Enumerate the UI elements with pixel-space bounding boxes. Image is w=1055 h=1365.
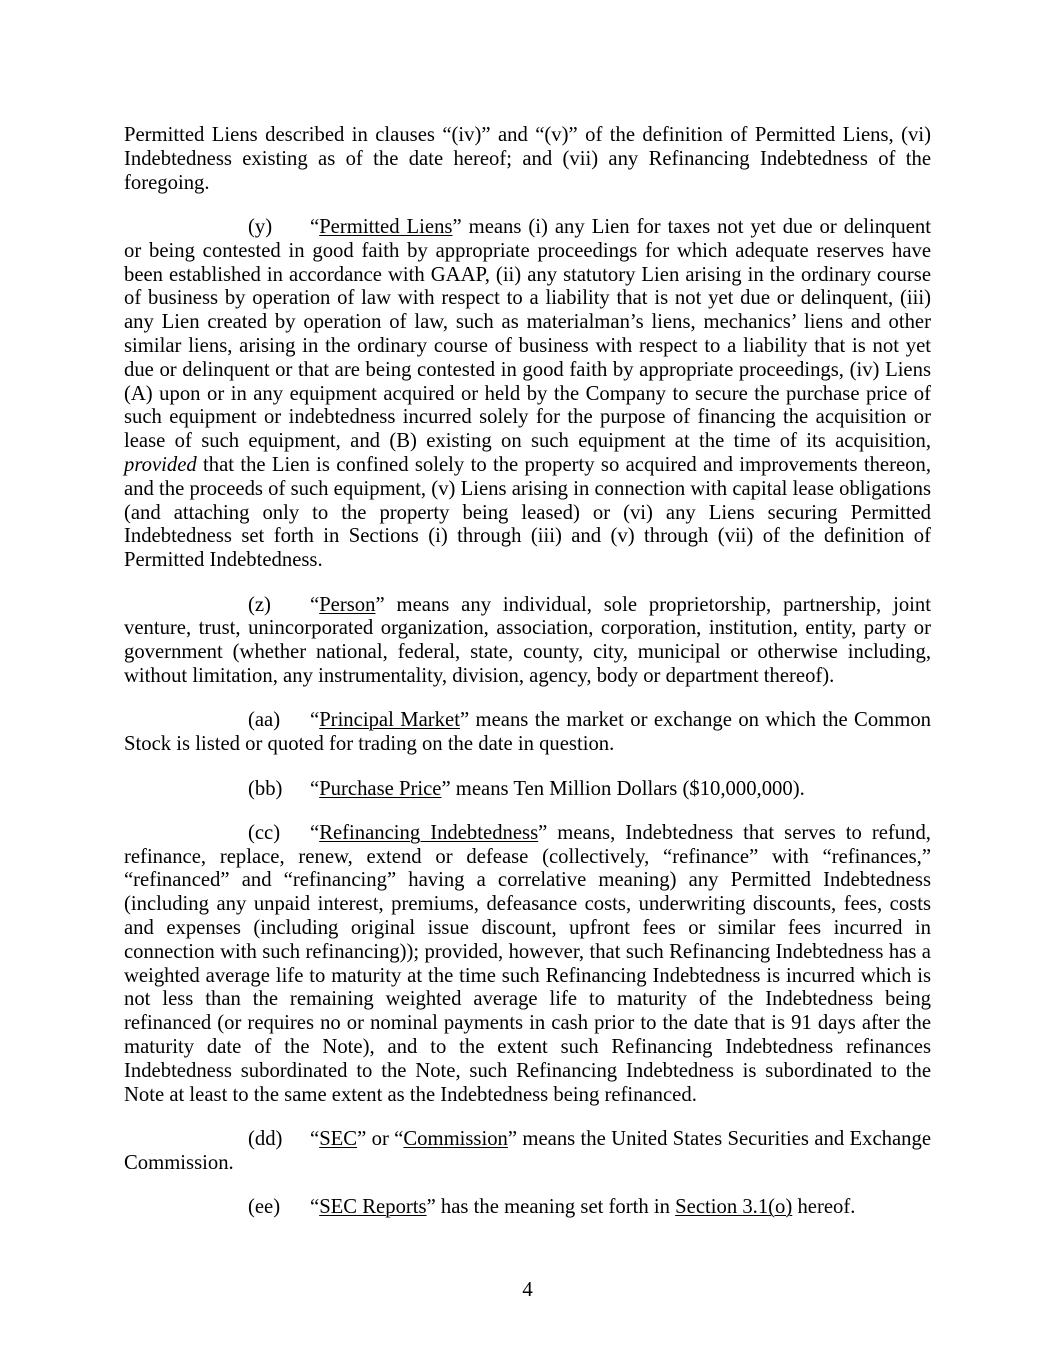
definition-label: (z): [248, 593, 271, 616]
document-body: [124, 124, 931, 1241]
defined-term: Refinancing Indebtedness: [319, 821, 539, 844]
definition-text: ” has the meaning set forth in: [426, 1196, 676, 1219]
defined-term: SEC Reports: [319, 1196, 427, 1219]
open-quote: “: [310, 777, 320, 800]
definition-text: ” means any individual, sole proprietorship, partnership, joint venture, trust, unincorporated organization, association, corporation, institution, entity, party or government (whether national, federal, state, county, city, municipal or otherwise including, without limitation, any instrumentality, division, agency, body or department thereof).: [124, 593, 931, 687]
open-quote: “: [310, 1128, 320, 1151]
definition-label: (ee): [248, 1196, 281, 1219]
defined-term: Principal Market: [319, 709, 460, 732]
defined-term: Permitted Liens: [319, 215, 453, 238]
definition-label: (dd): [248, 1128, 283, 1151]
defined-term: Person: [319, 593, 376, 616]
definition-label: (bb): [248, 777, 283, 800]
emphasized-word: provided: [124, 453, 197, 476]
definition-sec-commission: [124, 1128, 931, 1176]
definition-text: ” means Ten Million Dollars ($10,000,000).: [441, 777, 805, 800]
section-reference: Section 3.1(o): [675, 1196, 793, 1219]
definition-text-continued: that the Lien is confined solely to the property so acquired and improvements thereon, and the proceeds of such equipment, (v) Liens arising in connection with capital lease obligations (and attaching only to the property being leased) or (vi) any Liens securing Permitted Indebtedness set forth in Sections (i) through (iii) and (v) through (vii) of the definition of Permitted Indebtedness.: [124, 453, 931, 572]
defined-term: Purchase Price: [319, 777, 442, 800]
open-quote: “: [310, 1196, 320, 1219]
definition-sec-reports: [124, 1196, 931, 1220]
definition-label: (y): [248, 215, 273, 238]
page-number: 4: [522, 1279, 533, 1301]
definition-text: ” means, Indebtedness that serves to refund, refinance, replace, renew, extend or defease (collectively, “refinance” with “refinances,” “refinanced” and “refinancing” having a correlative meaning) any Permitted Indebtedness (including any unpaid interest, premiums, defeasance costs, underwriting discounts, fees, costs and expenses (including original issue discount, upfront fees or similar fees incurred in connection with such refinancing)); provided, however, that such Refinancing Indebtedness has a weighted average life to maturity at the time such Refinancing Indebtedness is incurred which is not less than the remaining weighted average life to maturity of the Indebtedness being refinanced (or requires no or nominal payments in cash prior to the date that is 91 days after the maturity date of the Note), and to the extent such Refinancing Indebtedness refinances Indebtedness subordinated to the Note, such Refinancing Indebtedness is subordinated to the Note at least to the same extent as the Indebtedness being refinanced.: [124, 821, 931, 1106]
definition-text-continued: ” means the United States Securities and Exchange Commission.: [124, 1128, 931, 1174]
definition-purchase-price: [124, 778, 931, 802]
continuation-paragraph: Permitted Liens described in clauses “(iv)” and “(v)” of the definition of Permitted Liens, (vi) Indebtedness existing as of the date hereof; and (vii) any Refinancing Indebtedness of the foregoing.: [124, 124, 931, 194]
defined-term: SEC: [319, 1128, 358, 1151]
definition-label: (cc): [248, 821, 281, 844]
definition-text-continued: hereof.: [792, 1196, 856, 1219]
definition-text: ” or “: [357, 1128, 404, 1151]
open-quote: “: [310, 709, 320, 732]
open-quote: “: [310, 821, 320, 844]
defined-term-alternate: Commission: [403, 1128, 508, 1151]
definition-principal-market: [124, 709, 931, 757]
definition-text: ” means (i) any Lien for taxes not yet due or delinquent or being contested in good faith by appropriate proceedings for which adequate reserves have been established in accordance with GAAP, (ii) any statutory Lien arising in the ordinary course of business by operation of law with respect to a liability that is not yet due or delinquent, (iii) any Lien created by operation of law, such as materialman’s liens, mechanics’ liens and other similar liens, arising in the ordinary course of business with respect to a liability that is not yet due or delinquent or that are being contested in good faith by appropriate proceedings, (iv) Liens (A) upon or in any equipment acquired or held by the Company to secure the purchase price of such equipment or indebtedness incurred solely for the purpose of financing the acquisition or lease of such equipment, and (B) existing on such equipment at the time of its acquisition,: [124, 215, 931, 453]
open-quote: “: [310, 593, 320, 616]
definition-refinancing-indebtedness: [124, 822, 931, 1108]
definition-person: [124, 594, 931, 689]
definition-label: (aa): [248, 709, 281, 732]
definition-text: ” means the market or exchange on which the Common Stock is listed or quoted for trading on the date in question.: [124, 709, 931, 756]
open-quote: “: [310, 215, 320, 238]
definition-permitted-liens: [124, 216, 931, 573]
